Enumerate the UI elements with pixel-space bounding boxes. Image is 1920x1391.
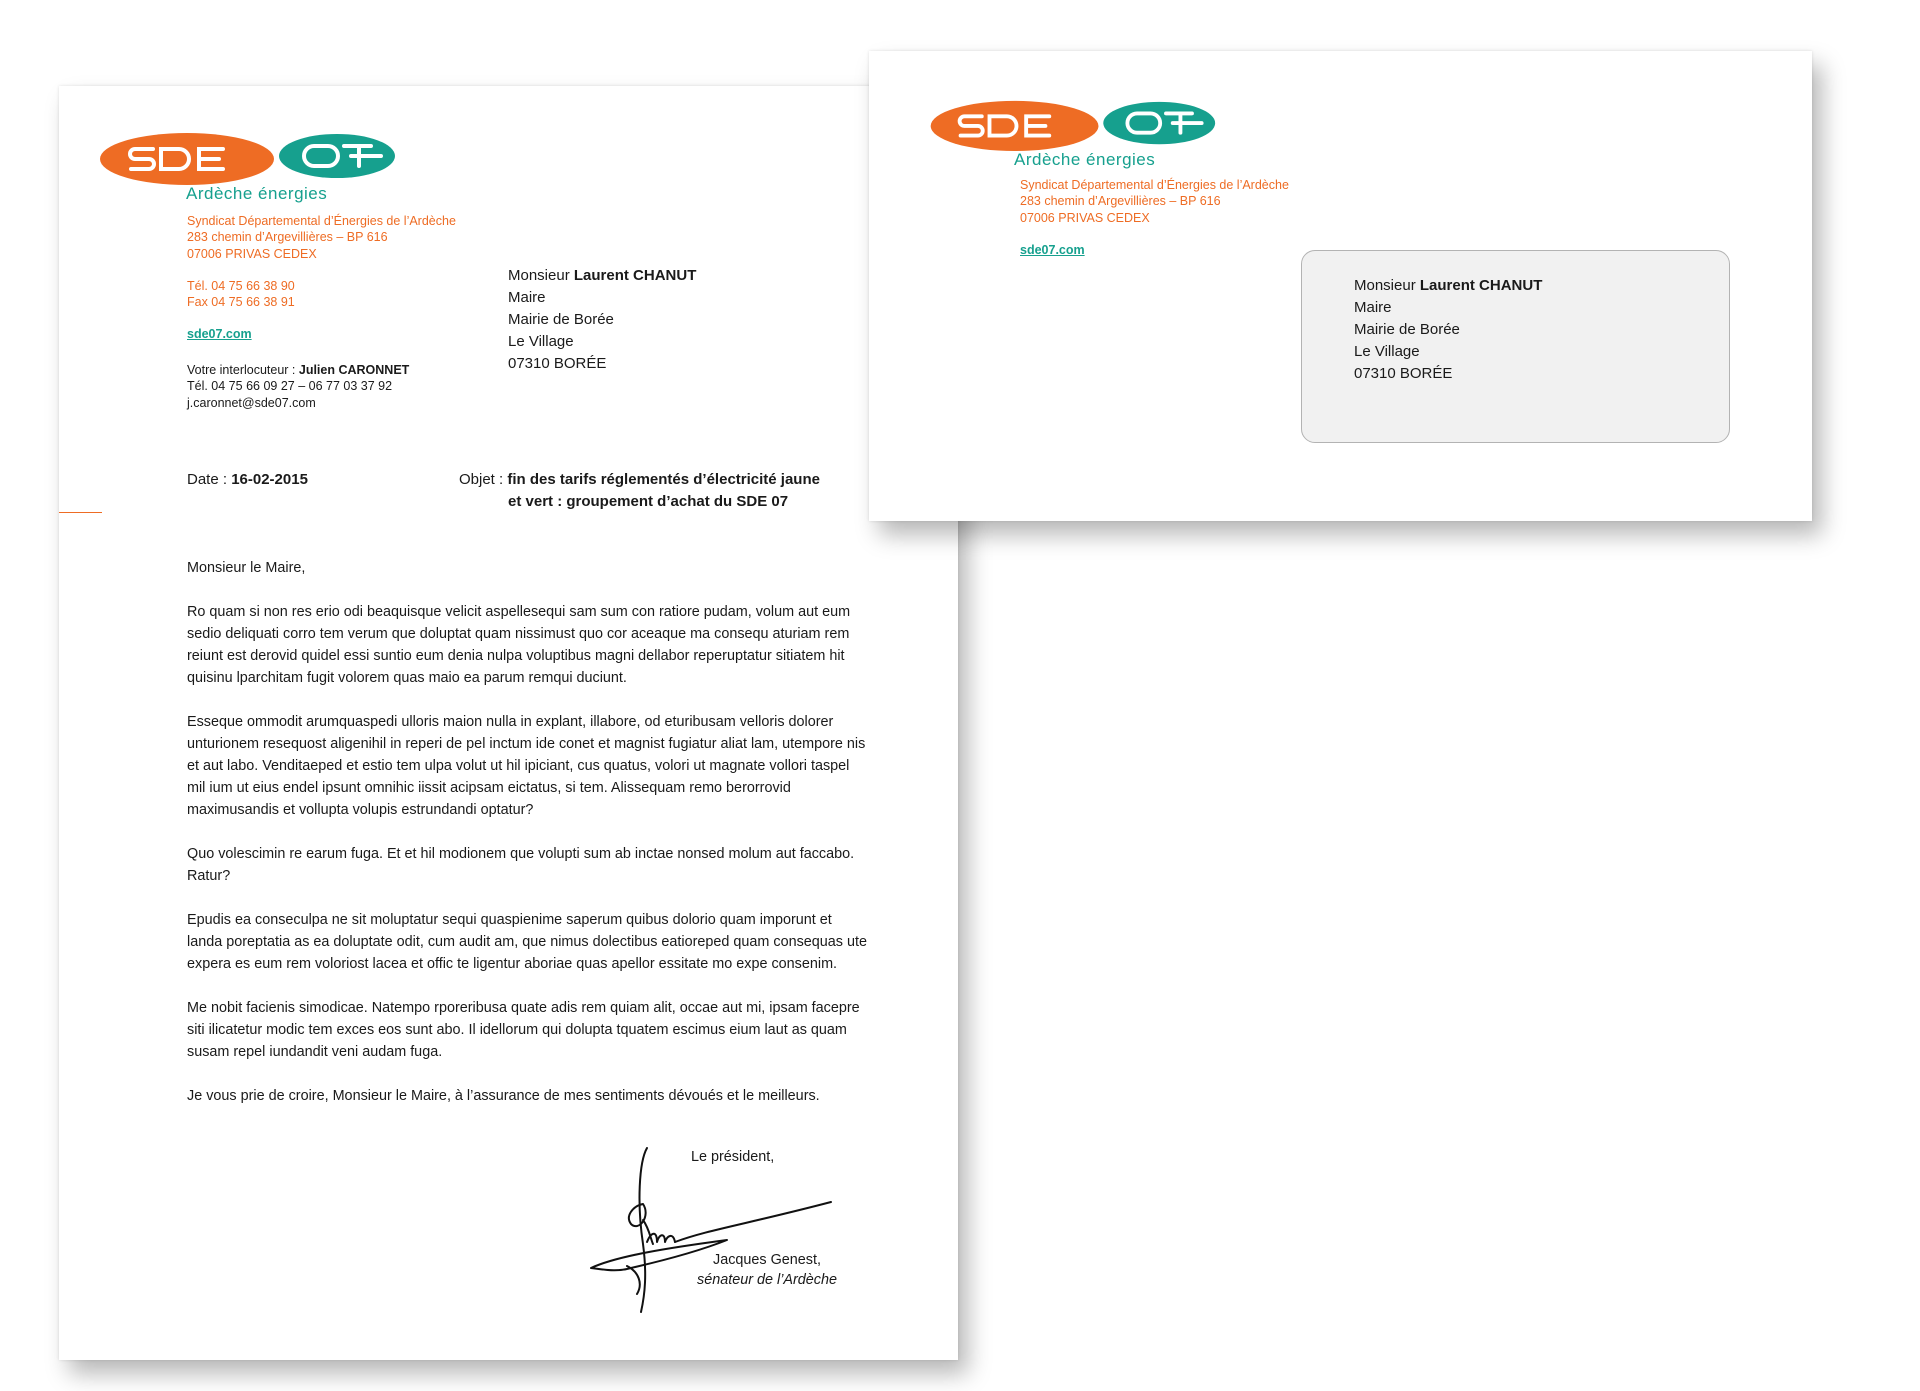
address-window bbox=[1301, 250, 1730, 443]
envelope-recipient-address bbox=[1354, 275, 1542, 385]
sender-website-link[interactable]: sde07.com bbox=[187, 327, 252, 342]
letter-body bbox=[187, 557, 867, 1129]
paragraph: Me nobit facienis simodicae. Natempo rporeribusa quate adis rem quiam alit, occae aut mi, ipsam facepre siti ilicatetur modic tem exces eos sunt abo. Il idellorum qui dolupta tquatem escimus eium laut as quam susam repel iundandit veni audam fuga. bbox=[187, 1000, 860, 1060]
greeting: Monsieur le Maire, bbox=[187, 560, 306, 576]
sender-fax: Fax 04 75 66 38 91 bbox=[187, 295, 295, 310]
logo-tagline: Ardèche énergies bbox=[186, 184, 328, 203]
date-value: 16-02-2015 bbox=[231, 471, 308, 488]
sde07-logo-mark bbox=[929, 98, 1239, 152]
envelope-sender-block bbox=[1020, 177, 1289, 258]
fold-mark bbox=[59, 512, 102, 513]
sender-street: 283 chemin d’Argevillières – BP 616 bbox=[1020, 194, 1221, 209]
signatory-block bbox=[667, 1250, 867, 1290]
paragraph: Ro quam si non res erio odi beaquisque velicit aspellesequi sam sum con ratiore pudam, volum aut eum sedio deliquati corro tem verum que doluptat quam nissimust quo cor aceaque ma consequ aturiam rem reiunt est derovid quidel essi suntio eum denia nulpa voluptibus magni dellabor reperuptatur sitiatem hit quisinu lparchitam fugit volorem quas maio ea parum remqui duciunt. bbox=[187, 604, 851, 686]
sender-tel: Tél. 04 75 66 38 90 bbox=[187, 278, 295, 293]
sender-block bbox=[187, 213, 456, 343]
subject-line-1: fin des tarifs réglementés d’électricité jaune bbox=[507, 471, 820, 488]
signatory-title: sénateur de l’Ardèche bbox=[697, 1272, 837, 1288]
date-line bbox=[187, 469, 308, 491]
sender-city: 07006 PRIVAS CEDEX bbox=[187, 246, 317, 261]
subject-line-2: et vert : groupement d’achat du SDE 07 bbox=[508, 493, 789, 510]
closing-title: Le président, bbox=[691, 1149, 775, 1165]
sde07-logo bbox=[929, 98, 1249, 178]
sde07-logo bbox=[99, 130, 419, 210]
contact-name: Julien CARONNET bbox=[298, 363, 410, 377]
recipient-prefix: Monsieur bbox=[508, 267, 574, 284]
contact-label: Votre interlocuteur : bbox=[187, 363, 299, 377]
sde07-logo-mark bbox=[99, 130, 419, 186]
recipient-postal: 07310 BORÉE bbox=[508, 355, 607, 372]
sender-org: Syndicat Départemental d’Énergies de l’Ardèche bbox=[1020, 178, 1289, 192]
recipient-role: Maire bbox=[1354, 299, 1392, 316]
recipient-role: Maire bbox=[508, 289, 546, 306]
recipient-name: Laurent CHANUT bbox=[1419, 277, 1543, 294]
contact-block bbox=[187, 362, 409, 411]
sender-org: Syndicat Départemental d’Énergies de l’Ardèche bbox=[187, 214, 456, 228]
recipient-postal: 07310 BORÉE bbox=[1354, 365, 1453, 382]
paragraph: Quo volescimin re earum fuga. Et et hil modionem que volupti sum ab inctae nonsed molum aut faccabo. Ratur? bbox=[187, 846, 855, 884]
subject-label: Objet : bbox=[459, 471, 508, 488]
contact-phones: Tél. 04 75 66 09 27 – 06 77 03 37 92 bbox=[187, 379, 393, 394]
contact-email: j.caronnet@sde07.com bbox=[187, 395, 316, 410]
recipient-place: Le Village bbox=[1354, 343, 1420, 360]
sender-city: 07006 PRIVAS CEDEX bbox=[1020, 210, 1150, 225]
sender-street: 283 chemin d’Argevillières – BP 616 bbox=[187, 230, 388, 245]
letter-page bbox=[59, 86, 958, 1360]
sender-website-link[interactable]: sde07.com bbox=[1020, 242, 1085, 257]
paragraph: Esseque ommodit arumquaspedi ulloris maion nulla in explant, illabore, od eturibusam velloris dolorer unturionem resequost aligenihil in reperi de pel inctum ide conet et magnist fugiatur aliat lam, utempore nis et aut labo. Venditaeped et estio tem ulpa volut ut hil ipiciant, cus quatus, volori ut magnate vollori taspel mil ium ut eius endel ipsunt omnihic iissit acipsam eictatus, si tem. Alissequam remo berorrovid maximusandis et vollupta volupis estrundandi optatur? bbox=[187, 714, 866, 818]
subject-block bbox=[459, 469, 820, 513]
closing-formula: Je vous prie de croire, Monsieur le Maire, à l’assurance de mes sentiments dévoués et le meilleurs. bbox=[187, 1088, 820, 1104]
recipient-address bbox=[508, 265, 696, 375]
logo-tagline: Ardèche énergies bbox=[1014, 150, 1156, 169]
recipient-prefix: Monsieur bbox=[1354, 277, 1420, 294]
envelope bbox=[869, 51, 1812, 521]
recipient-name-line bbox=[1354, 275, 1542, 297]
recipient-place: Le Village bbox=[508, 333, 574, 350]
recipient-name-line bbox=[508, 265, 696, 287]
contact-line bbox=[187, 362, 409, 378]
recipient-org: Mairie de Borée bbox=[1354, 321, 1460, 338]
signatory-name: Jacques Genest, bbox=[713, 1252, 821, 1268]
date-label: Date : bbox=[187, 471, 232, 488]
recipient-org: Mairie de Borée bbox=[508, 311, 614, 328]
paragraph: Epudis ea conseculpa ne sit moluptatur sequi quaspienime saperum quibus dolorio quam imporunt et landa poreptatia as ea doluptate odit, cum audit am, que nimus dolectibus eatioreped quam consequas ute expera es eum rem voloriost lacea et offic te ligentur aboriae quas apellor essitate mo expe consenim. bbox=[187, 912, 868, 972]
recipient-name: Laurent CHANUT bbox=[573, 267, 697, 284]
